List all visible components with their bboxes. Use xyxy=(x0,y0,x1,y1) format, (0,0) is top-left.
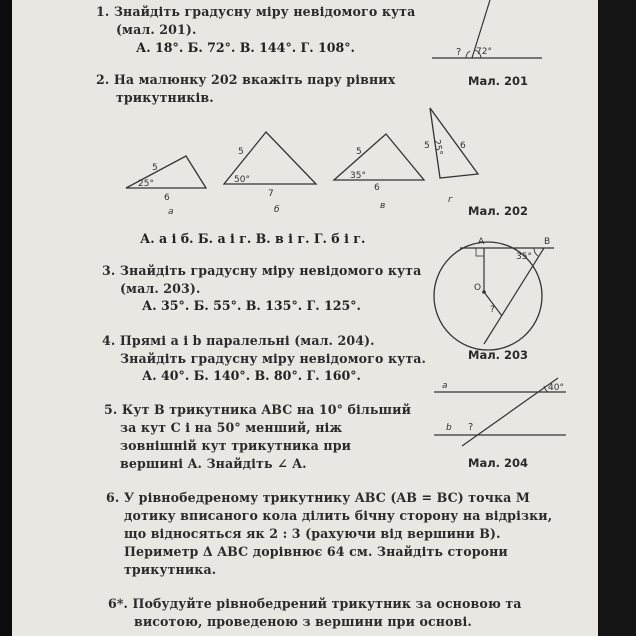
q5-line2: за кут C і на 50° менший, ніж xyxy=(120,420,343,435)
q2-line2: трикутників. xyxy=(116,90,214,105)
q5-line1 xyxy=(104,402,411,417)
fig203-center-dot xyxy=(482,290,486,294)
tri-a-angle: 25° xyxy=(138,179,154,189)
fig203-chord xyxy=(484,248,544,344)
q1-line1 xyxy=(96,4,415,19)
q1-number: 1. xyxy=(96,4,110,19)
tri-v-side2: 6 xyxy=(374,183,380,193)
q3-answers: А. 35°. Б. 55°. В. 135°. Г. 125°. xyxy=(142,298,361,313)
q6-line5: трикутника. xyxy=(124,562,217,577)
q3-line1 xyxy=(102,263,421,278)
q1-text: Знайдіть градусну міру невідомого кута xyxy=(113,4,416,19)
tri-g-side1: 5 xyxy=(424,141,430,151)
figure-201 xyxy=(426,0,546,72)
q6-line1 xyxy=(106,490,530,505)
fig204-caption: Мал. 204 xyxy=(468,456,529,470)
tri-v-label: в xyxy=(380,201,386,211)
q6-line2: дотику вписаного кола ділить бічну сторону на відрізки, xyxy=(124,508,553,523)
q1-line2: (мал. 201). xyxy=(116,22,197,37)
q3-number: 3. xyxy=(102,263,116,278)
q1-answers: А. 18°. Б. 72°. В. 144°. Г. 108°. xyxy=(136,40,355,55)
triangle-v xyxy=(334,134,424,180)
q7-text: Побудуйте рівнобедрений трикутник за основою та xyxy=(132,596,522,611)
tri-a-label: а xyxy=(168,207,174,216)
figure-204 xyxy=(432,376,568,448)
fig204-angle-label: 40° xyxy=(548,383,564,393)
tri-g-angle: 25° xyxy=(431,138,444,157)
tri-a-side1: 5 xyxy=(152,163,158,173)
fig203-point-B: B xyxy=(544,237,551,247)
q6-line3: що відносяться як 2 : 3 (рахуючи від вершини B). xyxy=(124,526,501,541)
fig203-arc-known xyxy=(534,248,538,256)
q5-line3: зовнішній кут трикутника при xyxy=(120,438,352,453)
dark-background xyxy=(598,0,636,636)
q5-text: Кут B трикутника ABC на 10° більший xyxy=(121,402,412,417)
fig201-arc-unknown xyxy=(466,51,470,58)
fig203-caption: Мал. 203 xyxy=(468,348,529,362)
q7-number: 6*. xyxy=(108,596,129,611)
fig202-caption: Мал. 202 xyxy=(468,204,529,218)
fig203-angle-label: 35° xyxy=(516,252,532,262)
q6-line4: Периметр Δ ABC дорівнює 64 см. Знайдіть сторони xyxy=(124,544,508,559)
figure-202 xyxy=(108,104,488,216)
tri-a-side2: 6 xyxy=(164,193,170,203)
fig204-unknown-label: ? xyxy=(468,422,474,433)
q4-number: 4. xyxy=(102,333,116,348)
q4-text: Прямі a і b паралельні (мал. 204). xyxy=(119,333,375,348)
fig201-angle-label: 72° xyxy=(476,47,492,57)
tri-v-angle: 35° xyxy=(350,171,366,181)
fig201-caption: Мал. 201 xyxy=(468,74,529,88)
q7-line1 xyxy=(108,596,522,611)
q5-line4: вершині A. Знайдіть ∠ A. xyxy=(120,456,307,471)
tri-b-label: б xyxy=(274,205,280,215)
q6-number: 6. xyxy=(106,490,120,505)
q4-answers: А. 40°. Б. 140°. В. 80°. Г. 160°. xyxy=(142,368,361,383)
fig203-point-A: A xyxy=(478,237,485,247)
q2-text: На малюнку 202 вкажіть пару рівних xyxy=(113,72,396,87)
fig201-unknown-label: ? xyxy=(456,47,462,58)
tri-g-side2: 6 xyxy=(460,141,466,151)
q4-line1 xyxy=(102,333,375,348)
q2-line1 xyxy=(96,72,395,87)
tri-v-side1: 5 xyxy=(356,147,362,157)
fig203-unknown-label: ? xyxy=(490,305,495,315)
textbook-page xyxy=(12,0,598,636)
q5-number: 5. xyxy=(104,402,118,417)
q7-line2: висотою, проведеною з вершини при основі. xyxy=(134,614,472,629)
tri-b-angle: 50° xyxy=(234,175,250,185)
q4-line2: Знайдіть градусну міру невідомого кута. xyxy=(120,351,426,366)
figure-203 xyxy=(426,232,562,354)
q6-text: У рівнобедреному трикутнику ABC (AB = BC) точка M xyxy=(123,490,530,505)
tri-g-label: г xyxy=(448,195,453,205)
fig203-point-O: O xyxy=(474,283,482,293)
q3-line2: (мал. 203). xyxy=(120,281,201,296)
q3-text: Знайдіть градусну міру невідомого кута xyxy=(119,263,422,278)
tri-b-side2: 7 xyxy=(268,189,274,199)
fig203-right-angle xyxy=(476,248,484,256)
q2-number: 2. xyxy=(96,72,110,87)
fig204-transversal xyxy=(462,378,558,446)
tri-b-side1: 5 xyxy=(238,147,244,157)
fig204-label-b: b xyxy=(446,423,452,433)
fig204-label-a: a xyxy=(442,381,448,391)
q2-answers: А. а і б. Б. а і г. В. в і г. Г. б і г. xyxy=(140,231,366,246)
